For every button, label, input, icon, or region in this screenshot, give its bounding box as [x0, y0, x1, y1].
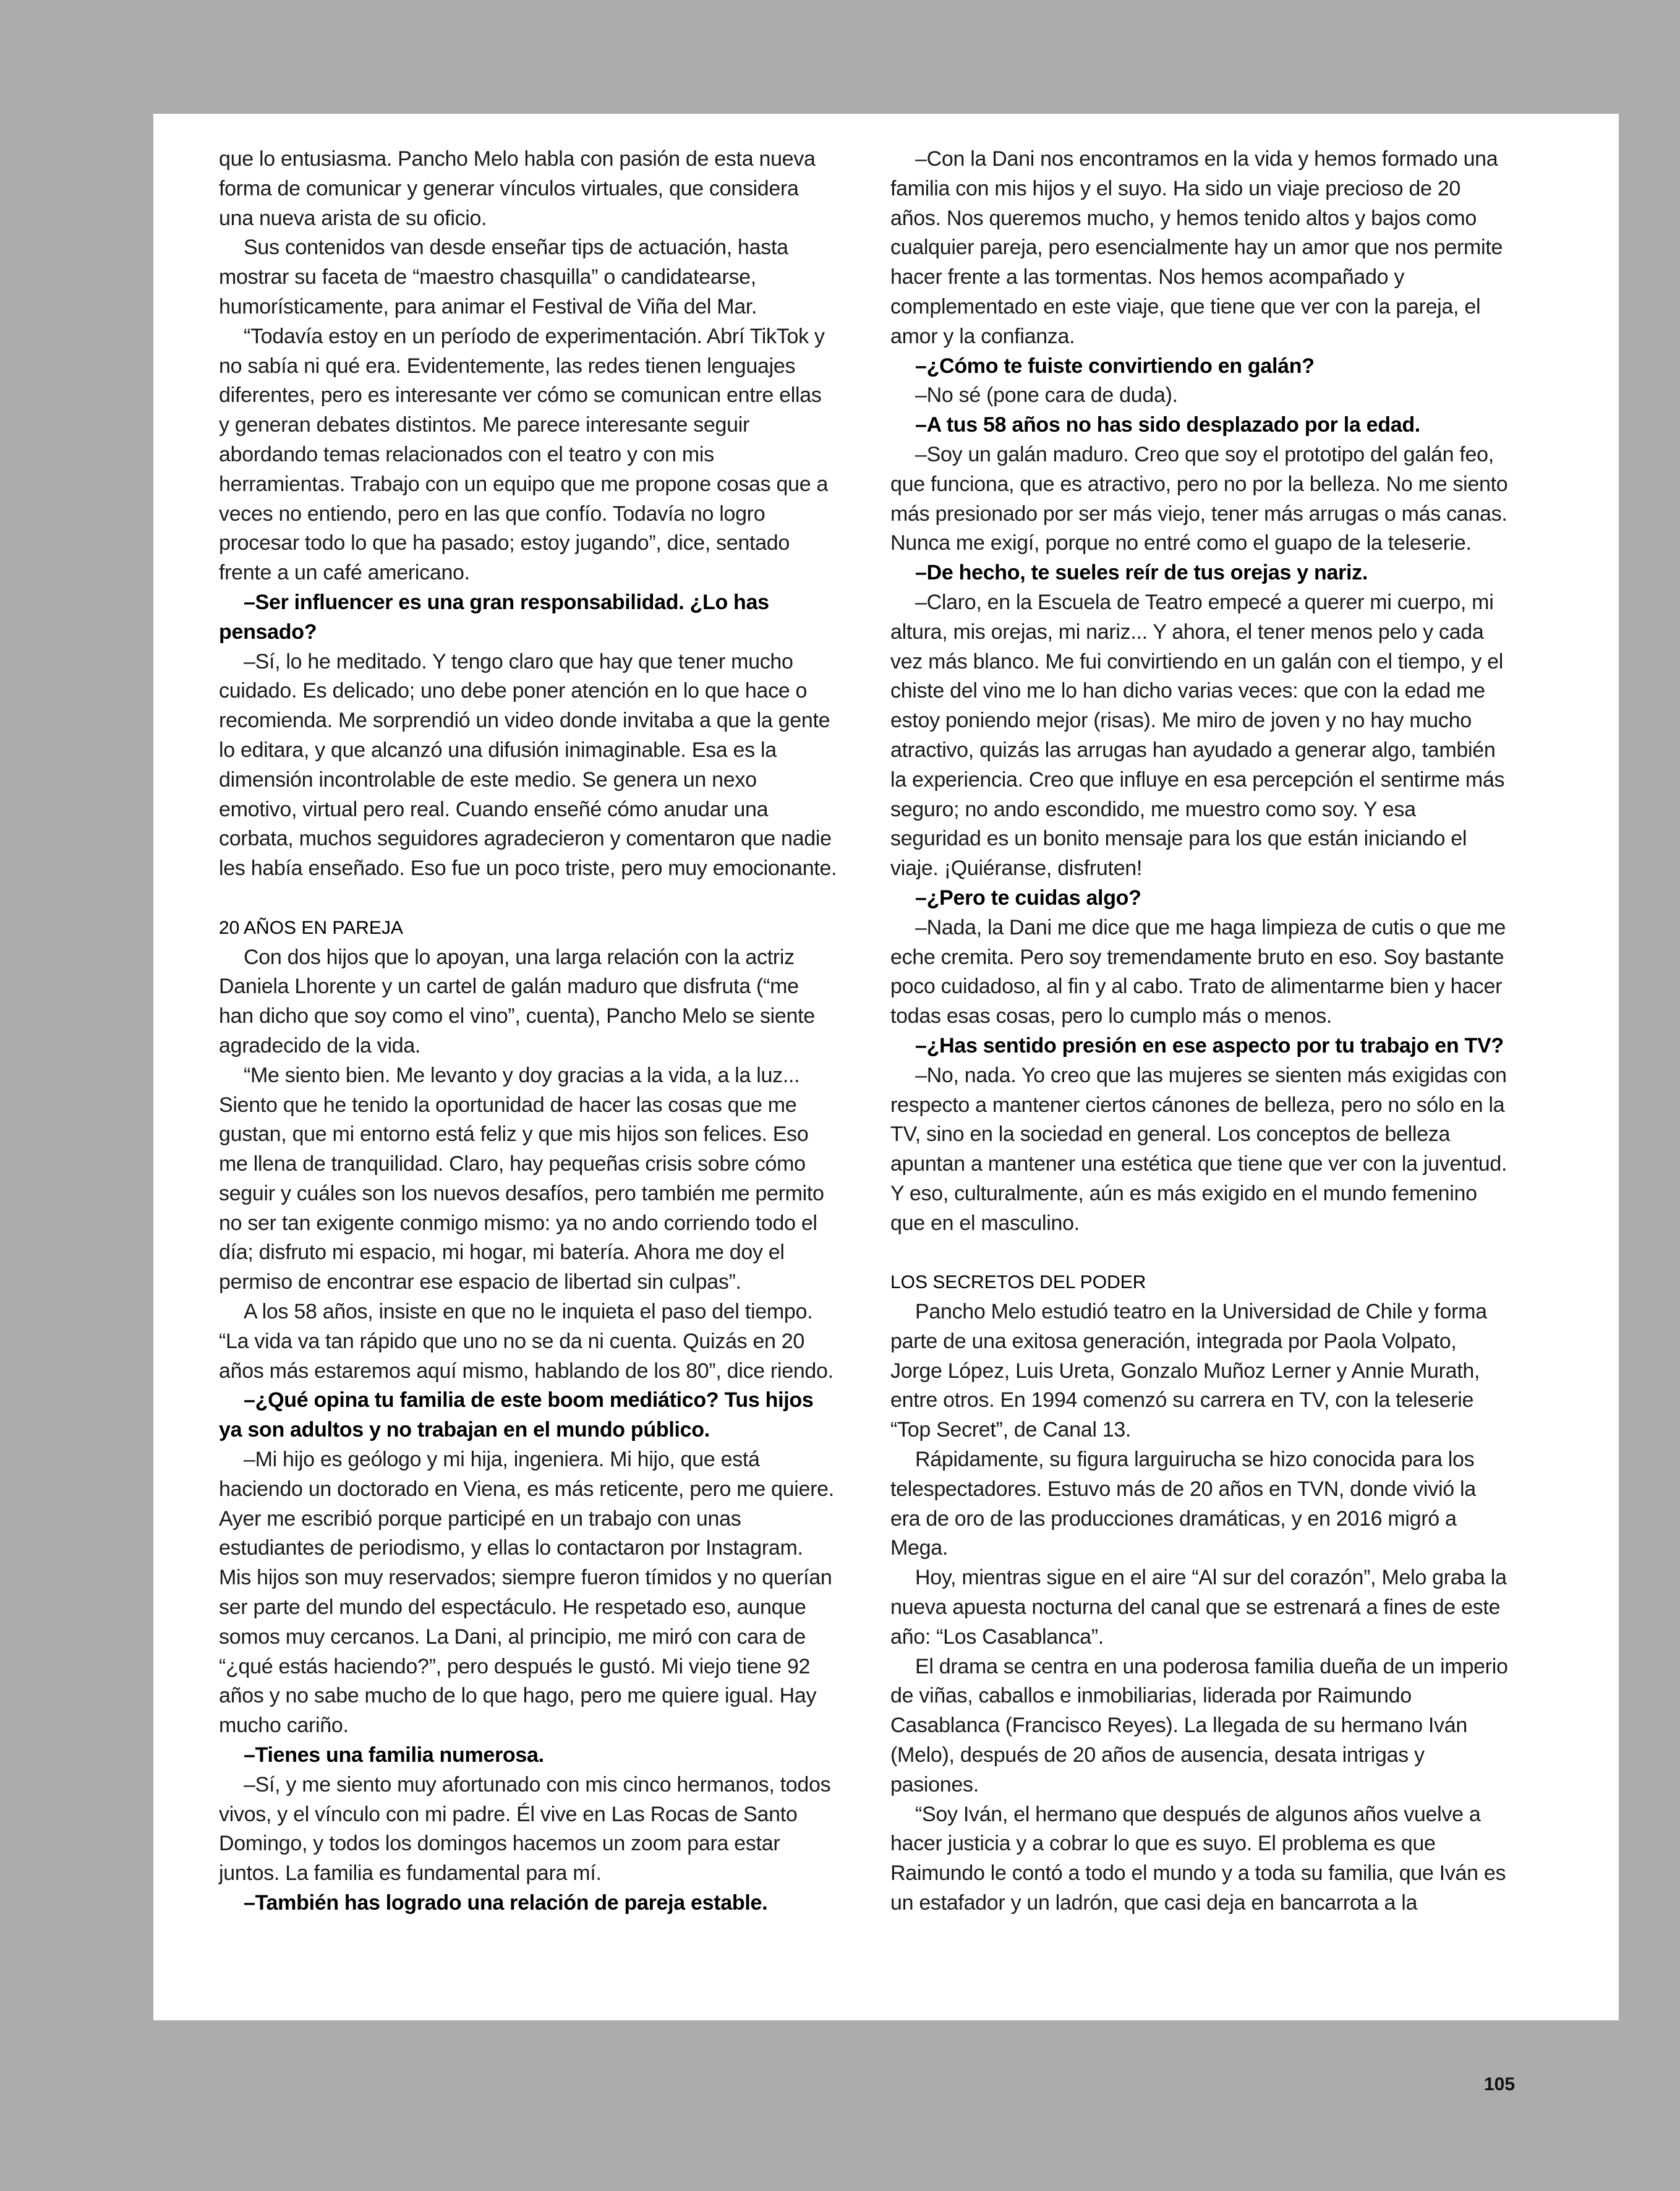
paragraph: –No sé (pone cara de duda). — [915, 383, 1178, 408]
paragraph: Sus contenidos van desde enseñar tips de actuación, hasta mostrar su faceta de “maestro chasquilla” o candidatearse, humorísticamente, para animar el Festival de Viña del Mar. — [219, 236, 788, 318]
interview-question: –De hecho, te sueles reír de tus orejas y nariz. — [915, 561, 1368, 585]
interview-question: –¿Pero te cuidas algo? — [915, 886, 1141, 910]
paragraph: –Claro, en la Escuela de Teatro empecé a querer mi cuerpo, mi altura, mis orejas, mi nariz... Y ahora, el tener menos pelo y cada vez más blanco. Me fui convirtiendo en un galán con el tiempo, y el chiste del vino me lo han dicho varias veces: que con la edad me estoy poniendo mejor (risas). Me miro de joven y no hay mucho atractivo, quizás las arrugas han ayudado a generar algo, también la experiencia. Creo que influye en esa percepción el sentirme más seguro; no ando escondido, me muestro como soy. Y esa seguridad es un bonito mensaje para los que están iniciando el viaje. ¡Quiéranse, disfruten! — [890, 590, 1505, 881]
magazine-page — [153, 114, 1619, 2020]
interview-question: –Tienes una familia numerosa. — [244, 1743, 544, 1767]
interview-question: –¿Qué opina tu familia de este boom mediático? Tus hijos ya son adultos y no trabajan en el mundo público. — [219, 1388, 814, 1442]
left-column — [219, 145, 837, 1918]
paragraph: que lo entusiasma. Pancho Melo habla con pasión de esta nueva forma de comunicar y generar vínculos virtuales, que considera una nueva arista de su oficio. — [219, 147, 816, 230]
page-number: 105 — [1484, 2074, 1516, 2095]
paragraph: El drama se centra en una poderosa familia dueña de un imperio de viñas, caballos e inmobiliarias, liderada por Raimundo Casablanca (Francisco Reyes). La llegada de su hermano Iván (Melo), después de 20 años de ausencia, desata intrigas y pasiones. — [890, 1654, 1508, 1796]
paragraph: –Mi hijo es geólogo y mi hija, ingeniera. Mi hijo, que está haciendo un doctorado en Viena, es más reticente, pero me quiere. Ayer me escribió porque participé en un trabajo con unas estudiantes de periodismo, y ellas lo contactaron por Instagram. Mis hijos son muy reservados; siempre fueron tímidos y no querían ser parte del mundo del espectáculo. He respetado eso, aunque somos muy cercanos. La Dani, al principio, me miró con cara de “¿qué estás haciendo?”, pero después le gustó. Mi viejo tiene 92 años y no sabe mucho de lo que hago, pero me quiere igual. Hay mucho cariño. — [219, 1448, 834, 1738]
paragraph: –Soy un galán maduro. Creo que soy el prototipo del galán feo, que funciona, que es atractivo, pero no por la belleza. No me siento más presionado por ser más viejo, tener más arrugas o más canas. Nunca me exigí, porque no entré como el guapo de la teleserie. — [890, 442, 1508, 555]
paragraph: –Nada, la Dani me dice que me haga limpieza de cutis o que me eche cremita. Pero soy tremendamente bruto en eso. Soy bastante poco cuidadoso, al fin y al cabo. Trato de alimentarme bien y hacer todas esas cosas, pero lo cumplo más o menos. — [890, 915, 1506, 1028]
paragraph: Hoy, mientras sigue en el aire “Al sur del corazón”, Melo graba la nueva apuesta nocturna del canal que se estrenará a fines de este año: “Los Casablanca”. — [890, 1566, 1507, 1649]
interview-question: –¿Has sentido presión en ese aspecto por tu trabajo en TV? — [915, 1033, 1504, 1057]
paragraph: –Con la Dani nos encontramos en la vida y hemos formado una familia con mis hijos y el suyo. Ha sido un viaje precioso de 20 años. Nos queremos mucho, y hemos tenido altos y bajos como cualquier pareja, pero esencialmente hay un amor que nos permite hacer frente a las tormentas. Nos hemos acompañado y complementado en este viaje, que tiene que ver con la pareja, el amor y la confianza. — [890, 147, 1503, 348]
paragraph: –No, nada. Yo creo que las mujeres se sienten más exigidas con respecto a mantener ciertos cánones de belleza, pero no sólo en la TV, sino en la sociedad en general. Los conceptos de belleza apuntan a mantener una estética que tiene que ver con la juventud. Y eso, culturalmente, aún es más exigido en el mundo femenino que en el masculino. — [890, 1063, 1507, 1235]
paragraph: –Sí, lo he meditado. Y tengo claro que hay que tener mucho cuidado. Es delicado; uno debe poner atención en lo que hace o recomienda. Me sorprendió un video donde invitaba a que la gente lo editara, y que alcanzó una difusión inimaginable. Esa es la dimensión incontrolable de este medio. Se genera un nexo emotivo, virtual pero real. Cuando enseñé cómo anudar una corbata, muchos seguidores agradecieron y comentaron que nadie les había enseñado. Eso fue un poco triste, pero muy emocionante. — [219, 649, 837, 881]
paragraph: Pancho Melo estudió teatro en la Universidad de Chile y forma parte de una exitosa generación, integrada por Paola Volpato, Jorge López, Luis Ureta, Gonzalo Muñoz Lerner y Annie Murath, entre otros. En 1994 comenzó su carrera en TV, con la teleserie “Top Secret”, de Canal 13. — [890, 1300, 1487, 1442]
right-column — [890, 145, 1509, 1918]
interview-question: –Ser influencer es una gran responsabilidad. ¿Lo has pensado? — [219, 590, 769, 644]
interview-question: –A tus 58 años no has sido desplazado por la edad. — [915, 413, 1420, 437]
section-heading: LOS SECRETOS DEL PODER — [890, 1272, 1146, 1293]
section-heading: 20 AÑOS EN PAREJA — [219, 917, 403, 938]
paragraph: Rápidamente, su figura larguirucha se hizo conocida para los telespectadores. Estuvo más de 20 años en TVN, donde vivió la era de oro de las producciones dramáticas, y en 2016 migró a Mega. — [890, 1448, 1476, 1560]
paragraph: A los 58 años, insiste en que no le inquieta el paso del tiempo. “La vida va tan rápido que uno no se da ni cuenta. Quizás en 20 años más estaremos aquí mismo, hablando de los 80”, dice riendo. — [219, 1300, 834, 1383]
paragraph: “Soy Iván, el hermano que después de algunos años vuelve a hacer justicia y a cobrar lo que es suyo. El problema es que Raimundo le contó a todo el mundo y a toda su familia, que Iván es un estafador y un ladrón, que casi deja en bancarrota a la — [890, 1802, 1506, 1915]
paragraph: “Me siento bien. Me levanto y doy gracias a la vida, a la luz... Siento que he tenido la oportunidad de hacer las cosas que me gustan, que mi entorno está feliz y que mis hijos son felices. Eso me llena de tranquilidad. Claro, hay pequeñas crisis sobre cómo seguir y cuáles son los nuevos desafíos, pero también me permito no ser tan exigente conmigo mismo: ya no ando corriendo todo el día; disfruto mi espacio, mi hogar, mi batería. Ahora me doy el permiso de encontrar ese espacio de libertad sin culpas”. — [219, 1063, 824, 1294]
paragraph: “Todavía estoy en un período de experimentación. Abrí TikTok y no sabía ni qué era. Evidentemente, las redes tienen lenguajes diferentes, pero es interesante ver cómo se comunican entre ellas y generan debates distintos. Me parece interesante seguir abordando temas relacionados con el teatro y con mis herramientas. Trabajo con un equipo que me propone cosas que a veces no entiendo, pero en las que confío. Todavía no logro procesar todo lo que ha pasado; estoy jugando”, dice, sentado frente a un café americano. — [219, 324, 829, 585]
interview-question: –¿Cómo te fuiste convirtiendo en galán? — [915, 354, 1315, 378]
paragraph: –Sí, y me siento muy afortunado con mis cinco hermanos, todos vivos, y el vínculo con mi padre. Él vive en Las Rocas de Santo Domingo, y todos los domingos hacemos un zoom para estar juntos. La familia es fundamental para mí. — [219, 1772, 831, 1886]
paragraph: Con dos hijos que lo apoyan, una larga relación con la actriz Daniela Lhorente y un cartel de galán maduro que disfruta (“me han dicho que soy como el vino”, cuenta), Pancho Melo se siente agradecido de la vida. — [219, 945, 815, 1057]
interview-question: –También has logrado una relación de pareja estable. — [244, 1891, 768, 1915]
